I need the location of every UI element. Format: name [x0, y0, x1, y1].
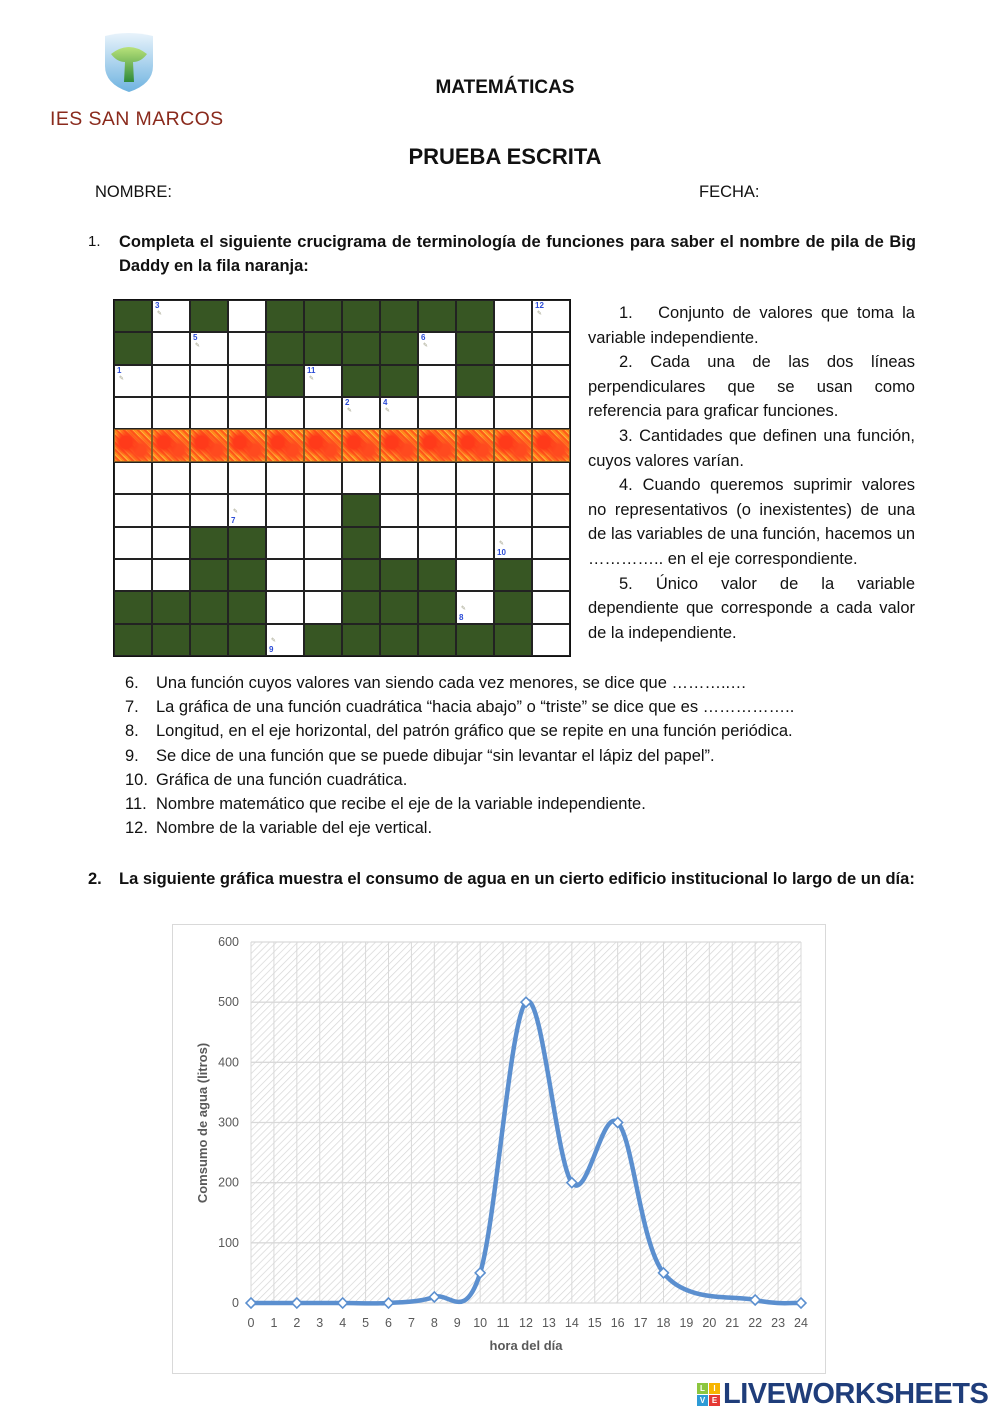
- crossword-block: [342, 527, 380, 559]
- y-tick-label: 500: [218, 995, 239, 1010]
- crossword-block: [456, 300, 494, 332]
- crossword-cell[interactable]: [418, 527, 456, 559]
- crossword-cell[interactable]: [190, 494, 228, 526]
- crossword-block: [380, 591, 418, 623]
- crossword-cell[interactable]: [152, 559, 190, 591]
- crossword-cell[interactable]: [228, 397, 266, 429]
- pencil-icon: ✎: [195, 343, 201, 350]
- x-tick-label: 20: [702, 1316, 717, 1330]
- crossword-cell-answer-row[interactable]: [494, 429, 532, 461]
- crossword-cell[interactable]: [380, 462, 418, 494]
- crossword-block: [190, 559, 228, 591]
- crossword-cell[interactable]: [494, 462, 532, 494]
- x-tick-label: 0: [247, 1316, 255, 1330]
- pencil-icon: ✎: [233, 508, 239, 515]
- crossword-block: [380, 624, 418, 656]
- crossword-block: [266, 365, 304, 397]
- crossword-cell[interactable]: [114, 559, 152, 591]
- crossword-cell[interactable]: [228, 332, 266, 364]
- subject-title: MATEMÁTICAS: [435, 77, 575, 98]
- crossword-cell[interactable]: [532, 494, 570, 526]
- water-consumption-chart: [172, 924, 826, 1374]
- crossword-cell-answer-row[interactable]: [532, 429, 570, 461]
- crossword-block: [342, 365, 380, 397]
- crossword-cell[interactable]: [418, 494, 456, 526]
- crossword-block: [152, 624, 190, 656]
- crossword-cell[interactable]: [494, 332, 532, 364]
- crossword-block: [418, 624, 456, 656]
- crossword-cell[interactable]: [152, 332, 190, 364]
- brand-blocks-icon: [697, 1383, 720, 1406]
- crossword-block: [304, 332, 342, 364]
- pencil-icon: ✎: [347, 408, 353, 415]
- crossword-cell[interactable]: [418, 332, 456, 364]
- question-text: La siguiente gráfica muestra el consumo de agua en un cierto edificio institucional lo largo de un día:: [119, 870, 915, 888]
- crossword-cell[interactable]: [418, 462, 456, 494]
- crossword-cell[interactable]: [266, 527, 304, 559]
- crossword-cell[interactable]: [114, 365, 152, 397]
- clue-10: 10. Gráfica de una función cuadrática.: [125, 770, 408, 789]
- x-tick-label: 9: [453, 1316, 461, 1330]
- crossword-block: [380, 559, 418, 591]
- crossword-cell[interactable]: [266, 591, 304, 623]
- clue-number: 1: [117, 365, 122, 375]
- crossword-block: [418, 591, 456, 623]
- crossword-cell-answer-row[interactable]: [380, 429, 418, 461]
- crossword-cell[interactable]: [532, 397, 570, 429]
- clues-list-bottom: [125, 671, 925, 840]
- clue-4: 4. Cuando queremos suprimir valores no representativos (o inexistentes) de una de las variables de una función, hacemos un ………….. en el eje correspondiente.: [588, 476, 916, 568]
- y-tick-label: 300: [218, 1115, 239, 1130]
- clue-number: 4: [383, 398, 388, 408]
- pencil-icon: ✎: [499, 540, 505, 547]
- crossword-cell[interactable]: [494, 494, 532, 526]
- crossword-block: [114, 332, 152, 364]
- clue-12: 12. Nombre de la variable del eje vertical.: [125, 819, 433, 838]
- liveworksheets-logo: [697, 1379, 988, 1409]
- crossword-cell[interactable]: [266, 624, 304, 656]
- crossword-cell[interactable]: [266, 397, 304, 429]
- x-tick-label: 4: [339, 1316, 347, 1330]
- y-tick-label: 400: [218, 1055, 239, 1070]
- pencil-icon: ✎: [423, 343, 429, 350]
- crossword-cell[interactable]: [228, 365, 266, 397]
- crossword-cell[interactable]: [266, 559, 304, 591]
- crossword-cell[interactable]: [304, 397, 342, 429]
- crossword-block: [114, 300, 152, 332]
- crossword-block: [456, 365, 494, 397]
- x-tick-label: 19: [679, 1316, 694, 1330]
- crossword-cell-answer-row[interactable]: [456, 429, 494, 461]
- crossword-cell[interactable]: [304, 591, 342, 623]
- crossword-cell[interactable]: [532, 300, 570, 332]
- crossword-block: [494, 559, 532, 591]
- x-tick-label: 14: [564, 1316, 579, 1330]
- brand-block: V: [697, 1395, 708, 1406]
- crossword-block: [494, 624, 532, 656]
- crossword-cell[interactable]: [456, 462, 494, 494]
- brand-block: E: [709, 1395, 720, 1406]
- x-tick-label: 3: [316, 1316, 324, 1330]
- crossword-cell[interactable]: [266, 494, 304, 526]
- crossword-block: [494, 591, 532, 623]
- clue-1: 1. Conjunto de valores que toma la variable independiente.: [588, 304, 915, 347]
- x-tick-label: 12: [519, 1316, 533, 1330]
- school-name: IES SAN MARCOS: [50, 108, 224, 130]
- crossword-cell-answer-row[interactable]: [266, 429, 304, 461]
- crossword-cell[interactable]: [418, 365, 456, 397]
- crossword-grid: [113, 299, 571, 657]
- crossword-cell[interactable]: [228, 462, 266, 494]
- crossword-cell[interactable]: [456, 559, 494, 591]
- crossword-cell[interactable]: [304, 494, 342, 526]
- crossword-block: [418, 300, 456, 332]
- clue-9: 9. Se dice de una función que se puede dibujar “sin levantar el lápiz del papel”.: [125, 746, 715, 765]
- crossword-block: [342, 591, 380, 623]
- line-chart: [173, 925, 827, 1375]
- crossword-block: [266, 332, 304, 364]
- question-number: 2.: [88, 870, 102, 888]
- pencil-icon: ✎: [157, 311, 163, 317]
- crossword-cell[interactable]: [342, 397, 380, 429]
- x-tick-label: 8: [430, 1316, 438, 1330]
- x-tick-label: 10: [473, 1316, 488, 1330]
- crossword-cell[interactable]: [456, 494, 494, 526]
- x-tick-label: 15: [587, 1316, 602, 1330]
- clue-number: 3: [155, 301, 160, 310]
- crossword-block: [380, 365, 418, 397]
- crossword-cell[interactable]: [114, 462, 152, 494]
- clue-number: 2: [345, 398, 350, 408]
- crossword-cell[interactable]: [228, 494, 266, 526]
- clue-number: 9: [269, 644, 274, 654]
- exam-title: PRUEBA ESCRITA: [408, 144, 602, 169]
- question-1-heading: [88, 230, 916, 278]
- crossword-cell[interactable]: [190, 332, 228, 364]
- crossword-block: [342, 332, 380, 364]
- crossword-cell[interactable]: [304, 559, 342, 591]
- clue-number: 11: [307, 365, 316, 375]
- crossword-block: [190, 591, 228, 623]
- crossword-cell[interactable]: [532, 591, 570, 623]
- crossword-cell[interactable]: [532, 624, 570, 656]
- pencil-icon: ✎: [119, 375, 125, 382]
- question-2-heading: [88, 867, 916, 891]
- clue-11: 11. Nombre matemático que recibe el eje de la variable independiente.: [125, 795, 646, 814]
- crossword-block: [342, 494, 380, 526]
- crossword-cell[interactable]: [228, 300, 266, 332]
- crossword-block: [228, 559, 266, 591]
- crossword-cell[interactable]: [304, 462, 342, 494]
- question-text: Completa el siguiente crucigrama de terminología de funciones para saber el nombre de pila de Big Daddy en la fila naranja:: [119, 233, 916, 275]
- x-tick-label: 6: [385, 1316, 392, 1330]
- x-tick-label: 23: [771, 1316, 786, 1330]
- crossword-cell[interactable]: [190, 365, 228, 397]
- crossword-cell[interactable]: [380, 527, 418, 559]
- clue-number: 10: [497, 547, 506, 557]
- crossword-block: [228, 624, 266, 656]
- brand-block: I: [709, 1383, 720, 1394]
- pencil-icon: ✎: [537, 311, 543, 317]
- x-tick-label: 24: [794, 1316, 808, 1330]
- name-label: NOMBRE:: [95, 183, 173, 201]
- y-axis-label: Comsumo de agua (litros): [195, 1042, 210, 1204]
- x-tick-label: 17: [633, 1316, 648, 1330]
- crossword-cell[interactable]: [494, 527, 532, 559]
- y-tick-label: 200: [218, 1175, 239, 1190]
- crossword-cell[interactable]: [380, 397, 418, 429]
- crossword-block: [342, 300, 380, 332]
- crossword-block: [228, 527, 266, 559]
- crossword-block: [114, 591, 152, 623]
- crossword-cell[interactable]: [532, 527, 570, 559]
- crossword-cell[interactable]: [152, 494, 190, 526]
- crossword-cell[interactable]: [532, 332, 570, 364]
- crossword-cell-answer-row[interactable]: [304, 429, 342, 461]
- crossword-cell-answer-row[interactable]: [418, 429, 456, 461]
- x-tick-label: 5: [362, 1316, 370, 1330]
- crossword-cell-answer-row[interactable]: [114, 429, 152, 461]
- y-tick-label: 100: [218, 1235, 239, 1250]
- brand-block: L: [697, 1383, 708, 1394]
- crossword-cell[interactable]: [304, 365, 342, 397]
- crossword-block: [266, 300, 304, 332]
- crossword-cell[interactable]: [190, 462, 228, 494]
- crossword-cell[interactable]: [380, 494, 418, 526]
- crossword-cell[interactable]: [532, 365, 570, 397]
- crossword-cell[interactable]: [532, 462, 570, 494]
- clue-number: 6: [421, 333, 426, 343]
- pencil-icon: ✎: [461, 605, 467, 612]
- crossword-cell[interactable]: [152, 397, 190, 429]
- pencil-icon: ✎: [385, 408, 391, 415]
- crossword-cell[interactable]: [494, 397, 532, 429]
- crossword-cell-answer-row[interactable]: [152, 429, 190, 461]
- crossword-cell[interactable]: [152, 365, 190, 397]
- crossword-cell[interactable]: [114, 494, 152, 526]
- question-number: 1.: [88, 233, 101, 250]
- crossword-block: [456, 624, 494, 656]
- x-tick-label: 11: [496, 1316, 510, 1330]
- x-tick-label: 7: [407, 1316, 415, 1330]
- x-axis-label: hora del día: [489, 1338, 563, 1353]
- clue-5: 5. Único valor de la variable dependiente que corresponde a cada valor de la independiente.: [588, 574, 915, 642]
- crossword-cell[interactable]: [494, 300, 532, 332]
- crossword-cell-answer-row[interactable]: [190, 429, 228, 461]
- crossword-cell[interactable]: [456, 591, 494, 623]
- x-tick-label: 16: [610, 1316, 625, 1330]
- crossword-block: [342, 559, 380, 591]
- crossword-block: [456, 332, 494, 364]
- clue-number: 5: [193, 333, 198, 343]
- x-tick-label: 21: [725, 1316, 740, 1330]
- brand-name: LIVEWORKSHEETS: [723, 1377, 989, 1410]
- clue-7: 7. La gráfica de una función cuadrática “hacia abajo” o “triste” se dice que es ……………..: [125, 698, 795, 717]
- y-tick-label: 600: [218, 935, 239, 949]
- crossword-block: [228, 591, 266, 623]
- crossword-cell[interactable]: [114, 527, 152, 559]
- y-tick-label: 0: [232, 1296, 239, 1310]
- crossword-cell[interactable]: [114, 397, 152, 429]
- pencil-icon: ✎: [271, 637, 277, 644]
- pencil-icon: ✎: [309, 375, 315, 382]
- crossword-block: [152, 591, 190, 623]
- crossword-cell[interactable]: [532, 559, 570, 591]
- clues-list-right: [588, 301, 915, 645]
- crossword-cell[interactable]: [266, 462, 304, 494]
- x-tick-label: 18: [656, 1316, 671, 1330]
- crossword-cell[interactable]: [456, 397, 494, 429]
- crossword-cell[interactable]: [152, 527, 190, 559]
- crossword-block: [380, 300, 418, 332]
- crossword-cell[interactable]: [456, 527, 494, 559]
- crossword-block: [190, 300, 228, 332]
- x-tick-label: 2: [293, 1316, 301, 1330]
- crossword-cell-answer-row[interactable]: [228, 429, 266, 461]
- crossword-block: [190, 624, 228, 656]
- crossword-block: [304, 624, 342, 656]
- crossword-cell[interactable]: [494, 365, 532, 397]
- crossword-cell-answer-row[interactable]: [342, 429, 380, 461]
- crossword-cell[interactable]: [152, 462, 190, 494]
- crossword-block: [380, 332, 418, 364]
- crossword-block: [114, 624, 152, 656]
- date-label: FECHA:: [699, 183, 760, 201]
- crossword-cell[interactable]: [418, 397, 456, 429]
- crossword-cell[interactable]: [190, 397, 228, 429]
- x-tick-label: 13: [541, 1316, 556, 1330]
- x-tick-label: 22: [748, 1316, 763, 1330]
- crossword-cell[interactable]: [342, 462, 380, 494]
- clue-number: 8: [459, 612, 464, 622]
- crossword-cell[interactable]: [152, 300, 190, 332]
- clue-3: 3. Cantidades que definen una función, cuyos valores varían.: [588, 426, 915, 470]
- crossword-cell[interactable]: [304, 527, 342, 559]
- clue-8: 8. Longitud, en el eje horizontal, del patrón gráfico que se repite en una función periódica.: [125, 722, 793, 741]
- crossword-block: [304, 300, 342, 332]
- x-tick-label: 1: [270, 1316, 278, 1330]
- clue-2: 2. Cada una de las dos líneas perpendiculares que se usan como referencia para graficar funciones.: [588, 353, 915, 421]
- clue-number: 7: [231, 515, 236, 525]
- crossword-block: [418, 559, 456, 591]
- clue-6: 6. Una función cuyos valores van siendo cada vez menores, se dice que ………..…: [125, 674, 747, 692]
- crossword-block: [190, 527, 228, 559]
- crossword-block: [342, 624, 380, 656]
- clue-number: 12: [535, 301, 544, 310]
